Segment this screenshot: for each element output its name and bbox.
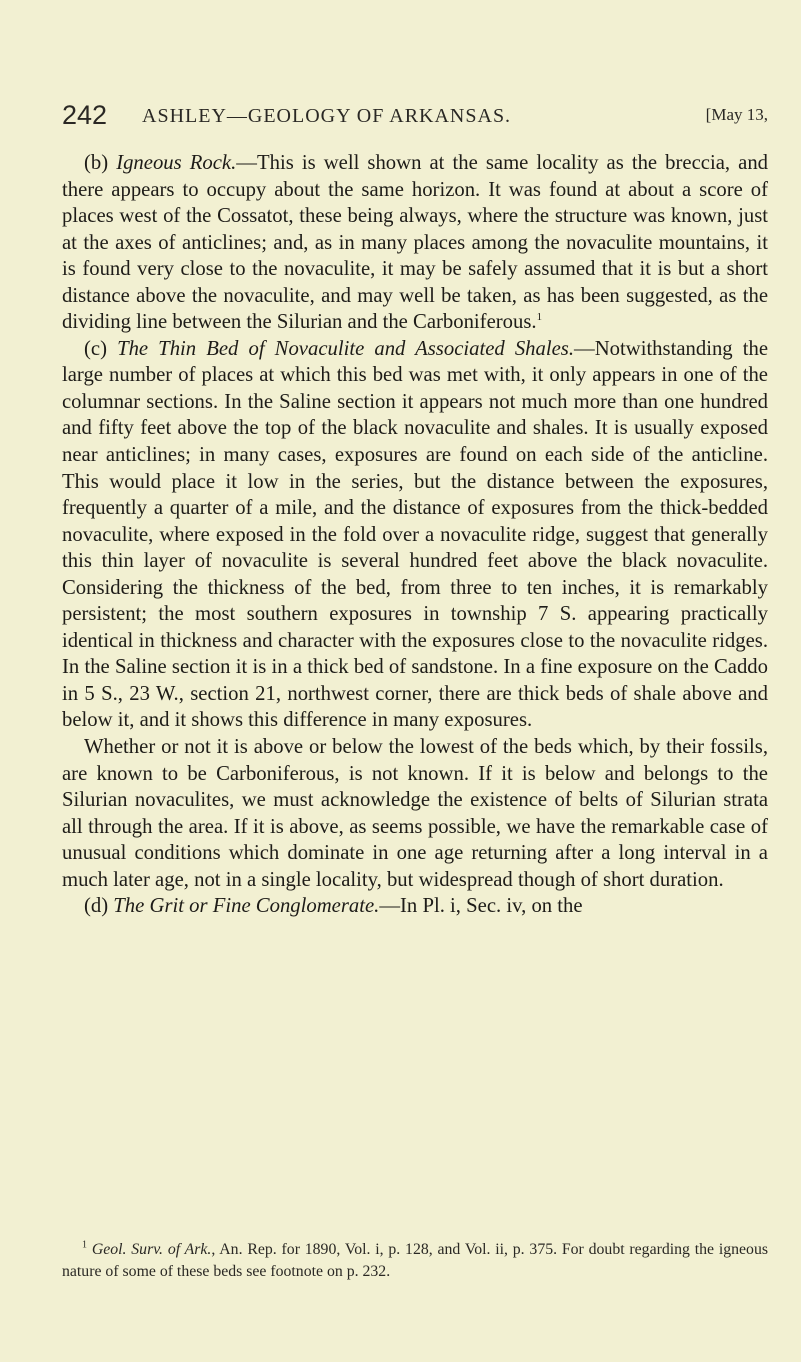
paragraph-igneous-rock xyxy=(62,150,768,336)
page-header xyxy=(62,100,768,140)
section-text-grit: —In Pl. i, Sec. iv, on the xyxy=(379,895,583,918)
body-text xyxy=(62,150,768,920)
running-date: [May 13, xyxy=(705,105,768,124)
section-text-igneous-rock: —This is well shown at the same locality as the breccia, and there appears to occupy about the same horizon. It was found at about a score of places west of the Cossatot, these being always, where the structure was known, just at the axes of anticlines; and, as in many places among the novaculite mountains, it is found very close to the novaculite, it may be safely assumed that it is but a short distance above the novaculite, and may well be taken, as has been suggested, as the dividing line between the Silurian and the Carboniferous. xyxy=(62,152,769,334)
paragraph-whether-or-not: Whether or not it is above or below the lowest of the beds which, by their fossils, are known to be Carboniferous, is not known. If it is below and belongs to the Silurian novaculites, we must acknowledge the existence of belts of Silurian strata all through the area. If it is above, as seems possible, we have the remarkable case of unusual conditions which dominate in one age returning after a long interval in a much later age, not in a single locality, but widespread though of short duration. xyxy=(62,736,768,891)
section-label-d: (d) xyxy=(84,895,109,918)
footnote-number: 1 xyxy=(82,1239,87,1251)
section-heading-grit: The Grit or Fine Conglomerate. xyxy=(113,895,380,918)
section-label-b: (b) xyxy=(84,152,109,174)
footnote-source: Geol. Surv. of Ark. xyxy=(91,1241,212,1258)
paragraph-grit-conglomerate xyxy=(62,893,768,920)
running-title: ASHLEY—GEOLOGY OF ARKANSAS. xyxy=(142,105,512,127)
footnote-reference: 1 xyxy=(536,311,543,324)
footnote-1 xyxy=(62,1239,768,1282)
section-heading-thin-bed: The Thin Bed of Novaculite and Associated Shales. xyxy=(117,337,575,360)
section-label-c: (c) xyxy=(84,337,107,360)
paragraph-thin-bed-novaculite xyxy=(62,336,768,734)
section-heading-igneous-rock: Igneous Rock. xyxy=(116,152,237,174)
footnote-text: , An. Rep. for 1890, Vol. i, p. 128, and Vol. ii, p. 375. For doubt regarding the igneous nature of some of these beds see footnote on p. 232. xyxy=(62,1241,768,1280)
footnotes xyxy=(62,1239,768,1282)
page-number: 242 xyxy=(62,100,108,130)
section-text-thin-bed: —Notwithstanding the large number of places at which this bed was met with, it only appears in one of the columnar sections. In the Saline section it appears not much more than one hundred and fifty feet above the top of the black novaculite and shales. It is usually exposed near anticlines; in many cases, exposures are found on each side of the anticline. This would place it low in the series, but the distance between the exposures, frequently a quarter of a mile, and the distance of exposures from the thick-bedded novaculite, where exposed in the fold over a novaculite ridge, suggest that generally this thin layer of novaculite is several hundred feet above the black novaculite. Considering the thickness of the bed, from three to ten inches, it is remarkably persistent; the most southern exposures in township 7 S. appearing practically identical in thickness and character with the exposures close to the novaculite ridges. In the Saline section it is in a thick bed of sandstone. In a fine exposure on the Caddo in 5 S., 23 W., section 21, northwest corner, there are thick beds of shale above and below it, and it shows this difference in many exposures. xyxy=(62,337,768,732)
